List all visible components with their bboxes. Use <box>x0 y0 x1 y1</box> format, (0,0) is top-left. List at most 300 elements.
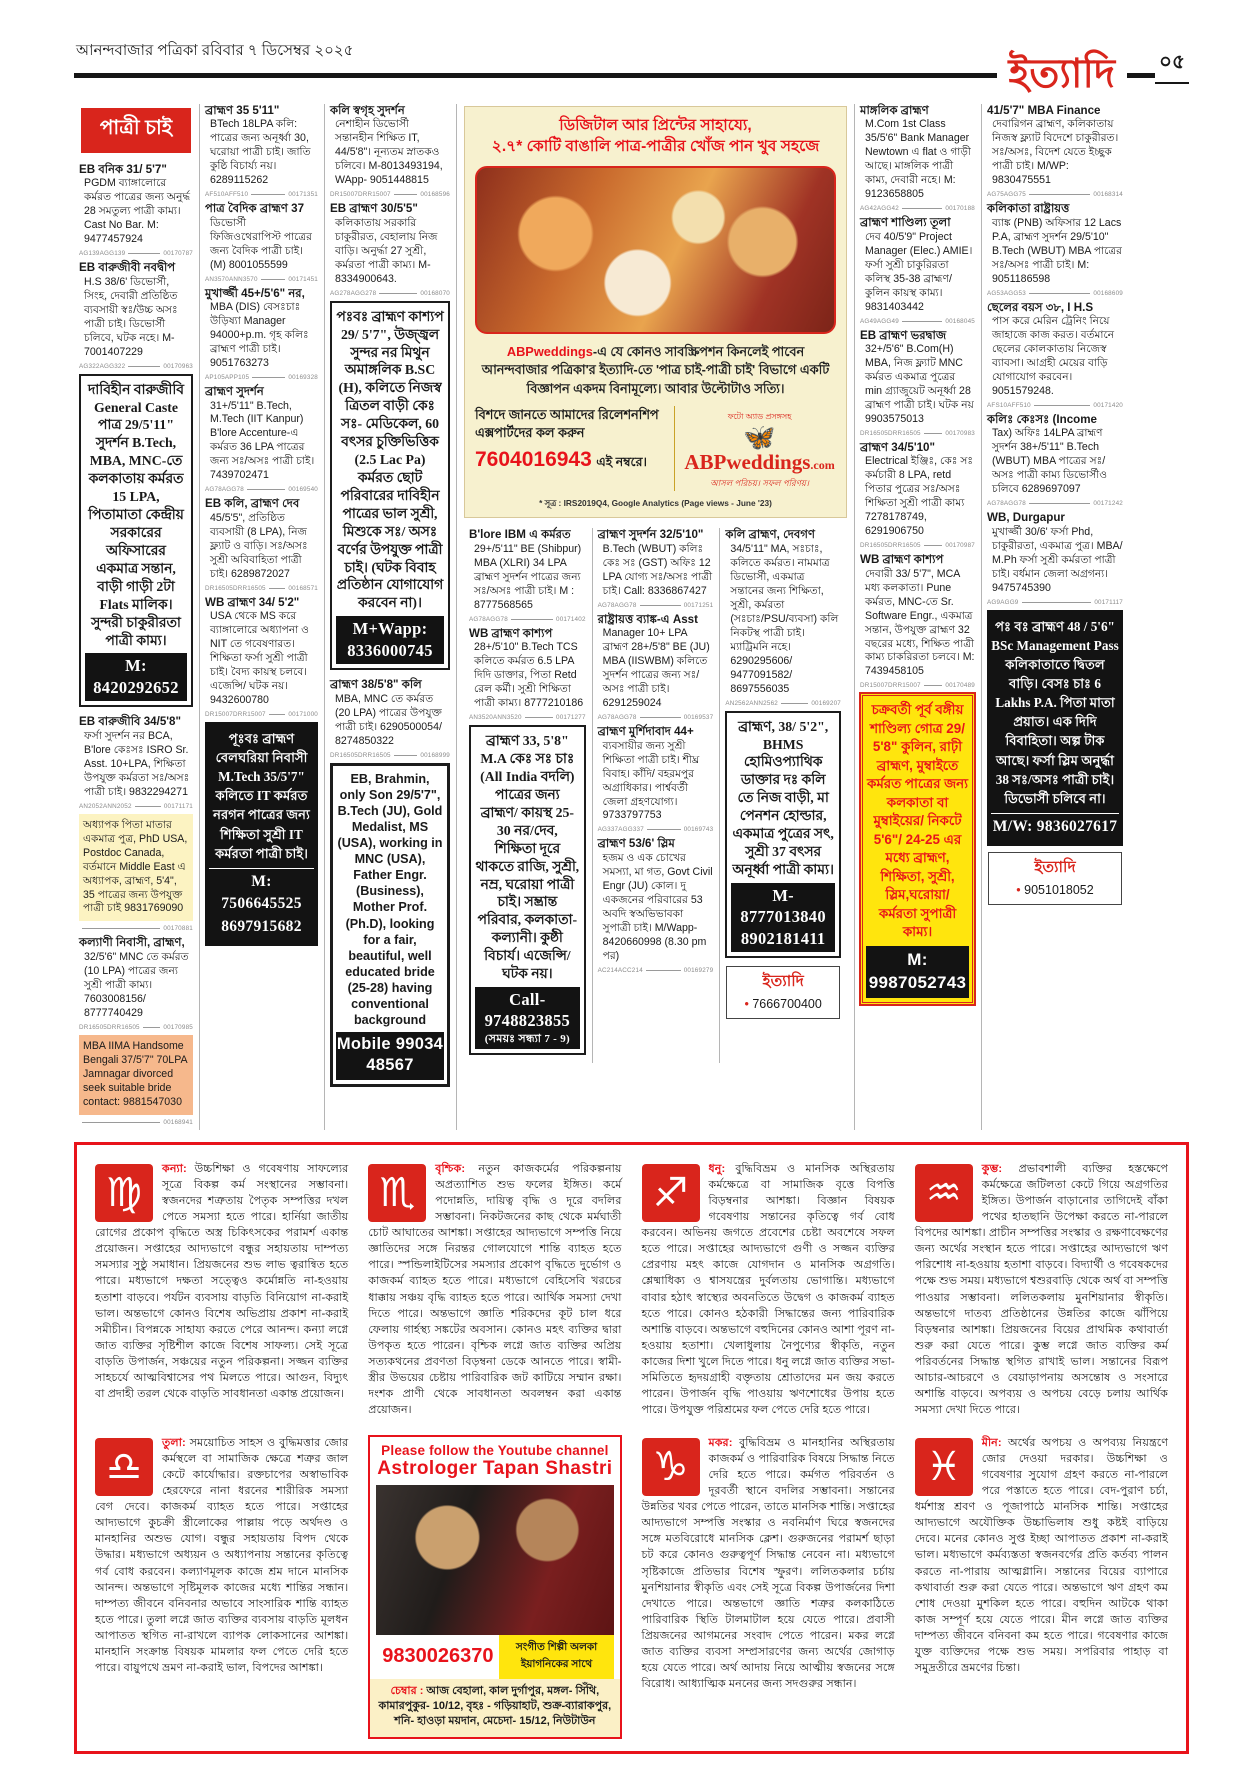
ad-footer-line <box>205 374 318 381</box>
ad-body: 29+/5'11" BE (Shibpur) MBA (XLRI) 34 LPA ব্রাহ্মণ সুদর্শন পাত্রের জন্য সঃ/অসঃ পাত্রী চাই। M : 8777568565 <box>474 542 582 611</box>
ad-body: পূঃবঃ ব্রাহ্মণ বেলঘরিয়া নিবাসী M.Tech 35/5'7" কলিতে IT কর্মরত নরগন পাত্রের জন্য শিক্ষিতা সুশ্রী IT কর্মরতা পাত্রী চাই। <box>213 730 310 861</box>
ad-serial: 00169207 <box>811 699 841 707</box>
ad-code: AG139AGG139 <box>79 250 126 258</box>
chambers-list: আজ বেহালা, কাল দুর্গাপুর, মঙ্গল- সিঁথি, কামারপুকুর- 10/12, বৃহঃ - গড়িয়াহাট, শুক্র-ব্যারাকপুর, শনি- হাওড়া ময়দান, মেচেদা- 15/12, নিউটাউন <box>378 1684 612 1728</box>
middle-subcolumns <box>464 528 847 1063</box>
classified-ad <box>330 202 450 286</box>
ad-title: WB ব্রাহ্মণ কাশ্যপ <box>860 553 944 567</box>
ad-body: হজম ও এক চোখের সমস্যা, মা গত, Govt Civil Engr (JU) কোল। দু একজনের পরিবারের 53 অবদি স্বঅভিভাবকা সুপাত্রী চাই। M/Wapp- 8420660998 (8.30 pm পর) <box>602 851 713 962</box>
ad-footer-rule <box>902 321 942 322</box>
abp-phone-line <box>475 448 666 474</box>
abp-logo-block <box>674 406 836 491</box>
ad-serial: 00169743 <box>683 826 714 834</box>
astrologer-ad[interactable] <box>368 1435 621 1739</box>
ad-body: দেবারী 33/ 5'7", MCA মধ্য কলকাতা। Pune কর্মরত, MNC-তে Sr. Software Engr., একমাত্র সন্তান, উপযুক্ত ব্রাহ্মণ 32 বছরের মধ্যে, শিক্ষিত পাত্রী কাম্য চাকরিরতা চলবে। M: 7439458105 <box>865 567 975 678</box>
classified-ad <box>79 1035 193 1115</box>
ad-serial: 00168314 <box>1093 191 1123 199</box>
ad-title: মুখার্জ্জী 45+/5'6" নর, <box>205 286 305 300</box>
ad-footer-rule <box>647 829 681 830</box>
ad-footer-rule <box>1034 405 1091 406</box>
ad-body: দাবিহীন বারুজীবি General Caste পাত্র 29/5'11" সুদর্শন B.Tech, MBA, MNC-তে কলকাতায় কর্মরত 15 LPA, পিতামাতা কেন্দ্রীয় সরকারের অফিসারের একমাত্র সন্তান, বাড়ী গাড়ী 2টা Flats মালিক। সুন্দরী চাকুরীরতা পাত্রী কাম্য। <box>88 381 184 648</box>
ad-body: ডিভোর্সী ফিজিওথেরাপিস্ট পাত্রের জন্য বৈদিক পাত্রী চাই। (M) 8001055599 <box>210 216 313 271</box>
ad-footer-line <box>330 752 450 759</box>
ad-serial: 00168571 <box>288 584 318 592</box>
ad-body: PGDM ব্যাঙ্গালোরে কর্মরত পাত্রের জন্য অনুর্দ্ধ 28 সমতুল্য পাত্রী কাম্য। Cast No Bar. M: 9477457924 <box>84 177 191 246</box>
horoscope-text: নতুন কাজকর্মের পরিকল্পনায় অপ্রত্যাশিত শুভ ফলের ইঙ্গিত। কর্মে পদোন্নতি, দায়িত্ব বৃদ্ধি ও দূরে বদলির সম্ভাবনা। নিকটজনের কাছ থেকে মর্মঘাতী চোট আঘাতের আশঙ্কা। সপ্তাহের আদ্যভাগে সম্পত্তি নিয়ে জ্ঞাতিদের সঙ্গে নিরন্তর গোলযোগে শান্তি ব্যাহত হতে পারে। স্পন্ডিলাইটিসের সমস্যার প্রকোপ বৃদ্ধিতে দুর্ভোগ ও কাজকর্ম ব্যাহত হতে পারে। মধ্যভাগে বেহিসেবি খরচের ধাক্কায় সঞ্চয় বৃদ্ধি ব্যাহত হতে পারে। আর্থিক সমস্যা দেখা দিতে পারে। অন্তভাগে জ্ঞাতি শরিকদের কূট চাল ধরে ফেলায় গার্হস্থ্য সঙ্কটের অবসান। কোনও মহৎ ব্যক্তির দ্বারা উপকৃত হতে পারেন। বৃশ্চিক লগ্নে জাত ব্যক্তির অপ্রিয় সত্যকথনের প্রবণতা বিড়ম্বনা ডেকে আনতে পারে। স্বামী-স্ত্রীর উভয়ের চেষ্টায় পারিবারিক জট কাটিয়ে সম্মান রক্ষা। দংশক প্রাণী থেকে সাবধানতা অবলম্বন করা একান্ত প্রয়োজন। <box>368 1162 622 1417</box>
horoscope-section <box>74 1142 1189 1754</box>
classified-ad <box>725 528 841 696</box>
middle-column-group <box>456 104 854 1130</box>
ad-footer-line <box>987 599 1123 606</box>
zodiac-sign-name: কন্যা: <box>162 1162 195 1175</box>
ad-serial: 00171171 <box>163 802 193 810</box>
ad-footer-line <box>469 616 586 623</box>
ad-title: EB ব্রাহ্মণ ভরদ্বাজ <box>860 328 947 342</box>
ad-footer-line <box>860 682 975 689</box>
ad-body: Electrical ইঞ্জিঃ, কেঃ সঃ কর্মচারী 8 LPA, retd পিতার পুত্রের সঃ/অসঃ শিক্ষিতা সুশ্রী পাত্রী কাম্য 7278178749, 6291906750 <box>865 455 973 538</box>
ad-body: MBA, MNC তে কর্মরত (20 LPA) পাত্রের উপযুক্ত পাত্রী চাই। 6290500054/ 8274850322 <box>335 692 442 747</box>
ad-serial: 00170983 <box>945 429 975 437</box>
virgo-icon: ♍ <box>95 1164 153 1222</box>
ad-serial: 00168596 <box>420 191 450 199</box>
ad-phone-time: (সময়ঃ সন্ধ্যা 7 - 9) <box>484 1032 570 1045</box>
classified-ad <box>330 104 450 188</box>
horoscope-capricorn <box>642 1435 895 1739</box>
abp-source-footnote: * সূত্র : IRS2019Q4, Google Analytics (Page views - June '23) <box>539 498 772 509</box>
ad-footer-line <box>205 191 318 198</box>
abp-cta-block <box>475 406 674 491</box>
classified-ad <box>469 725 586 1055</box>
ad-serial: 00170987 <box>945 542 975 550</box>
ad-serial: 00171451 <box>288 275 318 283</box>
section-masthead: ইত্যাদি <box>997 54 1127 94</box>
ad-code: DR16505DRR16505 <box>205 584 266 592</box>
ad-body: মুখার্জ্জী 30/6' ফর্সা Phd, চাকুরীরতা, একমাত্র পুত্র। MBA/ M.Ph ফর্সা সুশ্রী কর্মরতা পাত্রী চাই। বর্ধমান জেলা অগ্রগন্য। 9475745390 <box>992 525 1123 594</box>
scorpio-icon: ♏ <box>368 1164 426 1222</box>
ad-title: EB কলি, ব্রাহ্মণ দেব <box>205 497 300 511</box>
ad-serial: 00170489 <box>945 682 975 690</box>
ad-title: কলিকাতা রাষ্ট্রায়ত্ত <box>987 202 1070 216</box>
classified-ad <box>598 837 714 963</box>
ad-footer-line <box>469 714 586 721</box>
ad-footer-line <box>860 205 975 212</box>
ad-serial: 00171000 <box>288 710 318 718</box>
pisces-icon: ♓ <box>915 1438 973 1496</box>
ityadi-box-phone[interactable]: • 7666700400 <box>729 996 837 1013</box>
ad-title: WB, Durgapur <box>987 511 1065 525</box>
ad-footer-rule <box>781 703 808 704</box>
abp-photo-note: ফটো অ্যাড প্রসঙ্গসহ <box>727 412 792 422</box>
ad-body: M.Com 1st Class 35/5'6" Bank Manager Newtown এ flat ও গাড়ী আছে। মাঙ্গলিক পাত্রী কাম্য, দেবারী নহে। M: 9123658805 <box>865 118 971 201</box>
ad-code: AP105APP105 <box>205 374 250 382</box>
abp-logo-text: ABPweddings <box>684 450 811 475</box>
ad-code: AG322AGG322 <box>79 362 126 370</box>
astrologer-ad-line1: Please follow the Youtube channel <box>381 1442 609 1458</box>
ad-footer-rule <box>252 377 285 378</box>
horoscope-aquarius <box>915 1161 1168 1419</box>
classified-ad <box>860 441 975 539</box>
page-number: ০৫ <box>1155 47 1189 84</box>
ad-title: ব্রাহ্মণ 34/5'10" <box>860 440 935 454</box>
ad-title: 41/5'7" MBA Finance <box>987 104 1101 117</box>
ad-code: AN2052ANN2052 <box>79 802 132 810</box>
ad-code: AG75AGG75 <box>987 191 1026 199</box>
ad-serial: 00168045 <box>945 317 975 325</box>
classified-column-3 <box>324 104 456 1130</box>
ad-body: Tax) অফিঃ 14LPA ব্রাহ্মণ সুদর্শন 38+/5'11" B.Tech (WBUT) MBA পাত্রের সঃ/অসঃ পাত্রী কাম্য ডিভোর্সীও চলিবে 6289697097 <box>992 427 1108 496</box>
ad-footer-rule <box>640 717 681 718</box>
ad-title: ব্রাহ্মণ শাণ্ডিল্য তূলা <box>860 216 951 230</box>
ad-footer-line <box>205 711 318 718</box>
ad-title: রাষ্ট্রায়ত্ত ব্যাঙ্ক-এ Asst <box>597 612 698 626</box>
ad-phone-bar[interactable]: M: 8420292652 <box>85 653 187 701</box>
classified-ad <box>988 852 1122 905</box>
ad-serial: 00170787 <box>163 250 193 258</box>
classified-ad <box>598 725 714 823</box>
ad-code: DR15007DRR15007 <box>205 710 266 718</box>
ad-body: EB, Brahmin, only Son 29/5'7", B.Tech (JU), Gold Medalist, MS (USA), working in MNC (USA), Father Engr. (Business), Mother Prof. (Ph.D), looking for a fair, beautiful, well educated bride (25-28) having conventional background <box>337 771 443 1028</box>
ad-body: Manager 10+ LPA ব্রাহ্মণ 28+/5'8" BE (JU) MBA (IISWBM) কলিতে সুদর্শন পাত্রের জন্য সঃ/অসঃ পাত্রী চাই। 6291259024 <box>602 627 710 710</box>
ad-serial: 00170963 <box>163 362 193 370</box>
abp-body-rest: -এ যে কোনও সাবস্ক্রিপশন কিনলেই পাবেন আনন্দবাজার পত্রিকা'র ইত্যাদি-তে 'পাত্র চাই-পাত্রী চাই' বিভাগে একটি বিজ্ঞাপন একদম বিনামূল্যে। আবার উল্টোটাও সত্যি। <box>481 343 830 396</box>
ad-serial: 00169540 <box>288 486 318 494</box>
ad-serial: 00171251 <box>683 601 714 609</box>
ad-title: ছেলের বয়স ৩৮, I H.S <box>987 300 1094 314</box>
horoscope-text: বুদ্ধিবিভ্রম ও মানহানির অস্থিরতায় কাজকর্ম ও পারিবারিক বিষয়ে সিদ্ধান্ত নিতে দেরি হতে পারে। কর্মগত পরিবর্তন ও দূরবর্তী স্থানে বদলির সম্ভাবনা। সন্তানের উন্নতির খবর পেতে পারেন, তাতে মানসিক শান্তি। সপ্তাহের আদ্যভাগে সম্পত্তি সংস্কার ও নবনির্মাণ ঘিরে স্বজনদের সঙ্গে মতবিরোধে মানসিক ক্লেশ। গুরুজনের পরামর্শ ছাড়া চট করে কোনও গুরুত্বপূর্ণ সিদ্ধান্ত নেবেন না। মধ্যভাগে সৃষ্টিকাজে প্রতিভার বিশেষ স্ফুরণ। ললিতকলার চর্চায় মুনশিয়ানার স্বীকৃতি এবং সেই সূত্রে বিকল্প উপার্জনের দিশা দেখাতে পারে। অন্তভাগে জ্ঞাতি শত্রুর কলকাঠিতে পারিবারিক স্থিতি টালমাটাল হয়ে যেতে পারে। প্রবাসী প্রিয়জনের আগমনের সংবাদ পেতে পারেন। মকর লগ্নে জাত ব্যক্তির ব্যবসা সম্প্রসারণের জন্য অর্থের জোগাড় হয়ে যেতে পারে। অর্থ আদায় নিয়ে আত্মীয় স্বজনের সঙ্গে বিরোধ। আধ্যাত্মিক মননের জন্য সদগুরুর সন্ধান। <box>641 1436 895 1691</box>
classified-ad <box>79 163 193 247</box>
aquarius-icon: ♒ <box>915 1164 973 1222</box>
ad-footer-line <box>860 430 975 437</box>
classified-column-8 <box>981 104 1129 1130</box>
horoscope-text: অর্থের অপচয় ও অপব্যয় নিয়ন্ত্রণে জোর দেওয়া দরকার। উচ্চশিক্ষা ও গবেষণার সুযোগ গ্রহণ করতে না-পারলে পরে পস্তাতে হতে পারে। বেদ-পুরাণ চর্চা, ধর্মশাস্ত্র শ্রবণ ও পূজাপাঠে মানসিক শান্তি। সপ্তাহের আদ্যভাগে অযৌক্তিক উচ্চাভিলাষ শুধু কষ্টই বাড়িয়ে দেবে। মনের কোনও সুপ্ত ইচ্ছা আপাতত প্রকাশ না-করাই ভাল। মধ্যভাগে কর্মব্যস্ততা স্বজনবর্গের প্রতি কর্তব্য পালন করতে না-পারায় আত্মগ্লানি। সন্তানের বিয়ের ব্যাপারে কথাবার্তা শুরু করা যেতে পারে। অন্তভাগে ঋণ গ্রহণ কম শোধ দেওয়া মুশকিল হতে পারে। বহুদিন আটকে থাকা কাজ সম্পূর্ণ হয়ে যেতে পারে। মীন লগ্নে জাত ব্যক্তির দাম্পত্য জীবনে বনিবনা কম হতে পারে। গবেষণার কাজে যুক্ত ব্যক্তিদের পক্ষে শুভ সময়। সপরিবার পাহাড় বা সমুদ্রতীরে ভ্রমণের চিন্তা। <box>914 1436 1168 1675</box>
ad-code: AG278AGG278 <box>330 289 377 297</box>
classified-ad <box>79 715 193 799</box>
ad-footer-line <box>598 967 714 974</box>
ad-title: কলি স্বগৃহ সুদর্শন <box>330 104 405 117</box>
ad-footer-line <box>330 290 450 297</box>
horoscope-scorpio <box>368 1161 621 1419</box>
ad-title: WB ব্রাহ্মণ কাশ্যপ <box>469 626 553 640</box>
ad-code: AN3570ANN3570 <box>205 275 258 283</box>
ad-serial: 00170881 <box>163 925 193 933</box>
classified-ad <box>205 596 318 708</box>
horoscope-text: বুদ্ধিবিভ্রম ও মানসিক অস্থিরতায় কর্মক্ষেত্রে বা সামাজিক বৃত্তে বিপত্তি বিড়ম্বনার আশঙ্কা। বিজ্ঞান বিষয়ক গবেষণায় সন্তানের কৃতিত্বে গর্ব বোধ করবেন। অভিনয় জগতে প্রবেশের চেষ্টা অবশেষে সফল হতে পারে। সপ্তাহের আদ্যভাগে গুণী ও সজ্জন ব্যক্তির প্রেরণায় মহৎ কাজে যোগদান ও মানসিক অগ্রগতি। শ্লেষ্মাধিক্য ও শ্বাসযন্ত্রের দুর্বলতায় ভোগান্তি। মধ্যভাগে বাবার হঠাৎ স্বাস্থ্যের অবনতিতে উদ্বেগ ও কাজকর্ম ব্যাহত হতে পারে। কোনও হঠকারী সিদ্ধান্তের জন্য পারিবারিক অশান্তি বাড়বে। অন্তভাগে বহুদিনের কোনও আশা পূরণ না-হওয়ায় হতাশা। খেলাধুলায় নৈপুণ্যের স্বীকৃতি, নতুন কাজের দিশা খুলে দিতে পারে। ধনু লগ্নে জাত ব্যক্তির সভা-সমিতিতে হৃদয়গ্রাহী বক্তৃতায় শ্রোতাদের মন জয় করতে পারেন। উপার্জন বৃদ্ধি পাওয়ায় ঋণশোধের উপায় হতে পারে। উপযুক্ত পরিশ্রমের ফল পেতে দেরি হতে পারে। <box>641 1162 895 1417</box>
ad-code: AC214ACC214 <box>597 966 643 974</box>
zodiac-sign-name: মকর: <box>708 1436 740 1449</box>
ityadi-box-phone[interactable]: • 9051018052 <box>991 882 1119 899</box>
abp-phone-number[interactable]: 7604016943 <box>475 448 592 472</box>
ad-code: AG53AGG53 <box>987 289 1026 297</box>
ad-footer-line <box>79 363 193 370</box>
ad-footer-line <box>987 402 1123 409</box>
ad-code: AG49AGG49 <box>860 317 899 325</box>
ad-phone-bar[interactable]: M: 7506645525 8697915682 <box>209 868 314 941</box>
horoscope-text: প্রভাবশালী ব্যক্তির হস্তক্ষেপে কর্মক্ষেত্রে জটিলতা কেটে গিয়ে অগ্রগতির ইঙ্গিত। উপার্জন বাড়ানোর তাগিদেই বাঁকা পথের হাতছানি উপেক্ষা করতে না-পারলে বিপদের আশঙ্কা। প্রাচীন সম্পত্তির সংস্কার ও রক্ষণাবেক্ষণের জন্য অর্থের সংস্থান হতে পারে। সপ্তাহের আদ্যভাগে ঋণ পরিশোধ না-হওয়ায় হতাশা বাড়বে। বিদ্যার্থী ও গবেষকদের পক্ষে শুভ সময়। মধ্যভাগে শ্বশুরবাড়ি থেকে অর্থ বা সম্পত্তি পাওয়ার সম্ভাবনা। ললিতকলায় মুনশিয়ানার স্বীকৃতি। অন্তভাগে দাতব্য প্রতিষ্ঠানের উন্নতির কাজে ঝাঁপিয়ে বিড়ম্বনার আশঙ্কা। প্রিয়জনের বিয়ের প্রাথমিক কথাবার্তা শুরু করা যেতে পারে। কুম্ভ লগ্নে জাত ব্যক্তির কর্ম পরিবর্তনের সিদ্ধান্ত স্থগিত রাখাই ভাল। সন্তানের বিরূপ আচার-আচরণে ও বেয়াড়াপনায় অসন্তোষ ও সংসারে অশান্তি বাড়বে। অপব্যয় ও অপচয় বেড়ে চলায় আর্থিক সমস্যা দেখা দিতে পারে। <box>914 1162 1168 1417</box>
ad-body: 34/5'11" MA, সঃচাঃ, কলিতে কর্মরত। নামমাত্র ডিভোর্সী, একমাত্র সন্তানের জন্য শিক্ষিতা, সুশ্রী, কর্মরতা (সঃচাঃ/PSU/ব্যবসা) কলি নিকটস্থ পাত্রী চাই। ম্যাট্রিমনি নহে। 6290295606/ 9477091582/ 8697556035 <box>730 542 839 695</box>
ad-body: 31+/5'11" B.Tech, M.Tech (IIT Kanpur) B'lore Accenture-এ কর্মরত 36 LPA পাত্রের জন্য সঃ/অসঃ পাত্রী চাই। 7439702471 <box>210 399 315 482</box>
ad-title: কলি ব্রাহ্মণ, দেবগণ <box>725 528 815 542</box>
ad-serial: 00169328 <box>288 374 318 382</box>
classified-ad <box>987 413 1123 497</box>
ad-code: AG78AGG78 <box>469 615 508 623</box>
ad-footer-line <box>205 276 318 283</box>
ad-code: DR16505DRR16505 <box>860 429 921 437</box>
ad-code: DR15007DRR15007 <box>330 191 391 199</box>
libra-icon: ♎ <box>95 1438 153 1496</box>
abp-phone-suffix: এই নম্বরে। <box>596 455 647 470</box>
ad-serial: 00170985 <box>163 1023 193 1031</box>
ad-code: AG78AGG78 <box>987 500 1026 508</box>
classified-ad <box>79 814 193 922</box>
ad-body: ফর্সা সুদর্শন নর BCA, B'lore কেঃসঃ ISRO Sr. Asst. 10+LPA, শিক্ষিতা উপযুক্ত কর্মরতা সঃ/অসঃ পাত্রী চাই। 9832294271 <box>84 729 190 798</box>
ad-body: পঃবঃ ব্রাহ্মণ কাশ্যপ 29/ 5'7", উজ্জ্বল সুন্দর নর মিথুন অমাঙ্গলিক B.SC (H), কলিতে নিজস্ব ত্রিতল বাড়ী কেঃ সঃ- মেডিকেল, 60 বৎসর চুক্তিভিত্তিক (2.5 Lac Pa) কর্মরত ছোট পরিবারের দাবিহীন পাত্রের ভাল সুশ্রী, মিশুকে সঃ/ অসঃ বর্ণের উপযুক্ত পাত্রী চাই। (ঘটক বিবাহ প্রতিষ্ঠান যোগাযোগ করবেন না)। <box>336 308 444 611</box>
classified-ad <box>725 711 841 959</box>
ad-body: কলিকাতায় সরকারি চাকুরীরত, বেহালায় নিজ বাড়ি। অনুর্দ্ধা 27 সুশ্রী, কর্মরতা পাত্রী কাম্য। M- 8334900643. <box>335 216 438 285</box>
zodiac-sign-name: তুলা: <box>162 1436 190 1449</box>
ad-body: ব্রাহ্মণ, 38/ 5'2", BHMS হোমিওপ্যাথিক ডাক্তার দঃ কলি তে নিজ বাড়ী, মা পেনশন হোল্ডার, একমাত্র পুত্রের সৎ, সুশ্রী 37 বৎসর অনূর্ধ্বা পাত্রী কাম্য। <box>732 718 834 877</box>
ityadi-box-label: ইত্যাদি <box>762 973 804 991</box>
astrologer-name: Astrologer Tapan Shastri <box>377 1457 613 1479</box>
ad-body: পঃ বঃ ব্রাহ্মণ 48 / 5'6" BSc Management Pass কলিকাতাতে দ্বিতল বাড়ি। বেসঃ চাঃ 6 Lakhs P.A. পিতা মাতা প্রয়াত। এক দিদি বিবাহিতা। অল্প টাক আছে। ফর্সা স্লিম অনুর্দ্ধা 38 সঃ/অসঃ পাত্রী চাই। ডিভোর্সী চলিবে না। <box>991 618 1119 806</box>
classified-ad <box>987 610 1123 847</box>
ad-title: ব্রাহ্মণ 53/6' স্লিম <box>597 837 675 851</box>
abp-logo-suffix: .com <box>810 458 835 473</box>
ad-serial: 00171117 <box>1094 598 1123 606</box>
classified-ad <box>987 301 1123 399</box>
ad-title: ব্রাহ্মণ 35 5'11" <box>205 104 280 117</box>
classified-ad <box>205 287 318 371</box>
ad-body: ব্যবসায়ীর জন্য সুশ্রী শিক্ষিতা পাত্রী চাই। শীঘ্র বিবাহ। কাঁদি/ বহরমপুর অগ্রাধিকার। পার্শ্ববর্তী জেলা গ্রহণযোগ্য। 9733797753 <box>602 739 700 822</box>
ad-title: ব্রাহ্মণ সুদর্শন 32/5'10" <box>597 528 704 542</box>
ad-footer-line <box>598 714 714 721</box>
ad-title: ব্রাহ্মণ 38/5'8" কলি <box>330 678 422 692</box>
ad-body: H.S 38/6' ডিভোর্সী, সিংহ, দেবারী প্রতিষ্ঠিত ব্যবসায়ী স্বঃ/উচ্চ অসঃ পাত্রী চাই। ডিভোর্সী চলিবে, ঘটক নহে। M-7001407229 <box>84 275 178 358</box>
ad-code: AG42AGG42 <box>860 205 899 213</box>
classified-column-7 <box>854 104 981 1130</box>
abp-headline-line1: ডিজিটাল আর প্রিন্টের সাহায্যে, <box>559 117 752 134</box>
ad-body: পাস করে মেরিন ট্রেনিং নিয়ে জাহাজে কাজ করত। বর্তমানে ছেলের কোলকাতায় নিজেস্ব ব্যাবসা। আগ্রহী মেয়ের বাড়ি যোগাযোগ করবেন। 9051579248. <box>992 315 1115 397</box>
paper-date-line: আনন্দবাজার পত্রিকা রবিবার ৭ ডিসেম্বর ২০২৫ <box>76 42 354 59</box>
classified-ad <box>469 528 586 612</box>
classified-ad <box>330 301 450 671</box>
ad-title: EB বনিক 31/ 5'7" <box>79 163 167 176</box>
wedding-photo <box>475 166 836 334</box>
ad-footer-rule <box>1029 194 1090 195</box>
abp-headline-line2: ২.৭* কোটি বাঙালি পাত্র-পাত্রীর খোঁজ পান খুব সহজে <box>491 137 820 155</box>
ad-phone-bar[interactable]: M/W: 9836027617 <box>991 813 1119 841</box>
ad-footer-line <box>79 250 193 257</box>
ad-footer-line <box>860 542 975 549</box>
ad-code: AF510AFF510 <box>205 191 249 199</box>
classified-ad <box>330 763 450 1087</box>
ad-serial: 00171402 <box>556 615 586 623</box>
ad-footer-line <box>598 602 714 609</box>
classified-column-6 <box>719 528 847 1063</box>
ad-code: DR16505DRR16505 <box>860 542 921 550</box>
classified-ad <box>469 627 586 711</box>
ad-code: AN2562ANN2562 <box>725 699 778 707</box>
ad-footer-rule <box>924 433 943 434</box>
ityadi-box-label: ইত্যাদি <box>1034 859 1076 877</box>
ad-body: USA থেকে MS করে ব্যাঙ্গালোরে অধ্যাপনা ও NIT তে গবেষণারত। শিক্ষিতা ফর্সা সুশ্রী পাত্রী চাই। বৈদ্য কায়স্থ চলবে। এজেন্সি/ ঘটক নয়। 9432600780 <box>210 610 309 706</box>
abp-weddings-ad[interactable] <box>464 106 847 518</box>
ad-footer-rule <box>128 366 160 367</box>
ad-title: ব্রাহ্মণ সুদর্শন <box>205 385 264 399</box>
ad-serial: 00168070 <box>420 289 450 297</box>
page-header <box>74 30 1189 96</box>
ad-footer-rule <box>247 489 285 490</box>
ad-code: AN3520ANN3520 <box>469 714 522 722</box>
ad-footer-rule <box>1029 503 1090 504</box>
chambers-label: চেম্বার : <box>390 1684 424 1697</box>
astrologer-chambers <box>370 1679 619 1737</box>
horoscope-virgo <box>95 1161 348 1419</box>
classified-ad <box>987 511 1123 595</box>
ad-footer-line <box>987 290 1123 297</box>
ad-body: অধ্যাপক পিতা মাতার একমাত্র পুত্র, PhD USA, Postdoc Canada, বর্তমানে Middle East এ অধ্যাপক, ব্রাহ্মণ, 5'4", 35 পাত্রের জন্য উপযুক্ত পাত্রী চাই 9831769090 <box>83 818 188 915</box>
classified-ad <box>205 202 318 272</box>
abp-weddings-logo <box>683 450 836 475</box>
ad-body: 45/5'5", প্রতিষ্ঠিত ব্যবসায়ী (8 LPA), নিজ ফ্ল্যাট ও বাড়ি। সঃ/অসঃ সুশ্রী অবিবাহিতা পাত্রী চাই। 6289872027 <box>210 511 308 580</box>
ad-code: DR15007DRR15007 <box>860 682 921 690</box>
ad-body: নেশাহীন ডিভোর্সী সন্তানহীন শিক্ষিত IT, 44/5'8"। নূন্যতম স্নাতকও চলিবে। M-8013493194, WApp- 9051448815 <box>335 118 443 187</box>
ad-footer-rule <box>525 717 553 718</box>
ad-serial: 00171420 <box>1093 401 1123 409</box>
ad-footer-rule <box>379 293 417 294</box>
astrologer-photo-caption: সংগীত শিল্পী অলকা ইয়াগনিকের সাথে <box>499 1635 613 1679</box>
capricorn-icon: ♑ <box>642 1438 700 1496</box>
ad-footer-rule <box>269 714 286 715</box>
classified-ad <box>205 104 318 188</box>
ad-title: EB বারুজীবী নবদ্বীপ <box>79 261 176 275</box>
ad-serial: 00168999 <box>420 751 450 759</box>
ad-footer-rule <box>394 194 418 195</box>
section-label-patri-chai: পাত্রী চাই <box>81 108 191 153</box>
ad-footer-line <box>79 1024 193 1031</box>
ad-footer-rule <box>261 279 286 280</box>
ad-footer-rule <box>924 685 943 686</box>
classified-column-1 <box>74 104 199 1130</box>
horoscope-sagittarius <box>642 1161 895 1419</box>
ad-footer-line <box>987 191 1123 198</box>
ad-serial: 00171242 <box>1093 500 1123 508</box>
classified-ad <box>330 678 450 748</box>
ad-footer-rule <box>135 806 161 807</box>
abp-brand-name: ABPweddings <box>506 343 593 359</box>
ad-title: কলিঃ কেঃসঃ (Income <box>987 412 1097 426</box>
ad-footer-rule <box>646 970 681 971</box>
ad-title: WB ব্রাহ্মণ 34/ 5'2" <box>205 595 300 609</box>
ad-footer-rule <box>640 605 681 606</box>
ad-serial: 00168609 <box>1093 289 1123 297</box>
classified-ad <box>860 553 975 679</box>
classified-ad <box>987 202 1123 286</box>
ad-phone-bar[interactable]: M: 9987052743 <box>866 946 969 998</box>
classified-ad <box>598 528 714 598</box>
sagittarius-icon: ♐ <box>642 1164 700 1222</box>
ad-footer-rule <box>82 928 160 929</box>
ad-title: ব্রাহ্মণ মুর্শিদাবাদ 44+ <box>597 725 694 739</box>
ad-code: AG78AGG78 <box>205 486 244 494</box>
ad-body: চক্রবর্তী পূর্ব বঙ্গীয় শাণ্ডিল্য গোত্র 29/ 5'8" কুলিন, রাঢ়ী ব্রাহ্মণ, মুম্বাইতে কর্মরত পাত্রের জন্য কলকাতা বা মুম্বাইয়ের/ নিকটে 5'6"/ 24-25 এর মধ্যে ব্রাহ্মণ, শিক্ষিতা, সুশ্রী, স্লিম,ঘরোয়া/ কর্মরতা সুপাত্রী কাম্য। <box>866 702 969 940</box>
ad-footer-rule <box>511 619 553 620</box>
astrologer-phone-row <box>376 1635 613 1679</box>
ad-title: EB ব্রাহ্মণ 30/5'5" <box>330 202 418 216</box>
ad-footer-rule <box>128 253 160 254</box>
horoscope-text: উচ্চশিক্ষা ও গবেষণায় সাফল্যের সূত্রে বিকল্প কর্ম সংস্থানের সম্ভাবনা। স্বজনদের শত্রুতায় পৈতৃক সম্পত্তির দখল পেতে সমস্যা হতে পারে। হার্নিয়া জাতীয় রোগের প্রকোপ বৃদ্ধিতে অস্ত্র চিকিৎসকের পরামর্শ একান্ত প্রয়োজন। সপ্তাহের আদ্যভাগে বন্ধুর সহায়তায় দাম্পত্য সমস্যার সুষ্ঠু সমাধান। প্রিয়জনের শুভ লাভ ত্বরান্বিত হতে পারে। মধ্যভাগে দক্ষতা সত্ত্বেও কর্মোন্নতি না-হওয়ায় হতাশা বাড়বে। পর্যটন ব্যবসায় বাড়তি বিনিয়োগ না-করাই ভাল। অন্তভাগে কোনও বিশেষ অভিপ্রায় প্রকাশ না-করাই সমীচীন। বিপন্নকে সাহায্য করতে পেরে আনন্দ। কন্যা লগ্নে জাত ব্যক্তির সৃষ্টিশীল কাজে বিশেষ সাফল্য। সেই সূত্রে বাড়তি উপার্জন, সঞ্চয়ের নতুন পরিকল্পনা। সজ্জন ব্যক্তির সাহচর্যে আত্মবিশ্বাসের পথ মিলতে পারে। আগুন, বিদ্যুৎ বা প্রদাহী তরল থেকে বাড়তি সাবধানতা একান্ত প্রয়োজন। <box>95 1162 349 1401</box>
ad-body: 28+/5'10" B.Tech TCS কলিতে কর্মরত 6.5 LPA দিদি ডাক্তার, পিতা Retd রেল কর্মী। সুশ্রী শিক্ষিতা পাত্রী কাম্য। 8777210186 <box>474 641 584 710</box>
ad-title: B'lore IBM এ কর্মরত <box>469 528 571 542</box>
abp-headline <box>475 116 836 158</box>
ad-footer-rule <box>902 208 942 209</box>
ad-body: 32+/5'6" B.Com(H) MBA, নিজ ফ্ল্যাট MNC কর্মরত একমাত্র পুত্রের min গ্র্যাজুয়েট অনূর্ধ্বা 28 ব্রাহ্মণ পাত্রী চাই। ঘটক নয় 9903575013 <box>865 343 974 425</box>
classified-ad <box>860 693 975 1004</box>
classified-ad <box>205 497 318 581</box>
astrologer-phone-number[interactable]: 9830026370 <box>376 1643 499 1670</box>
classified-ad <box>860 104 975 202</box>
ad-serial: 00169279 <box>683 966 714 974</box>
ad-serial: 00171277 <box>556 714 586 722</box>
ad-code: AG78AGG78 <box>597 714 637 722</box>
abp-bottom-row <box>475 406 836 491</box>
ad-footer-rule <box>82 1122 160 1123</box>
ad-body: BTech 18LPA কলি: পাত্রের জন্য অনূর্ধ্বা 30, ঘরোয়া পাত্রী চাই। জাতি কুষ্ঠি বিচার্য্য নয়। 6289115262 <box>210 118 311 187</box>
horoscope-libra <box>95 1435 348 1739</box>
ad-title: মাঙ্গলিক ব্রাহ্মণ <box>860 104 929 117</box>
ad-footer-rule <box>251 194 285 195</box>
ad-body: 32/5'6" MNC তে কর্মরত (10 LPA) পাত্রের জন্য সুশ্রী পাত্রী কাম্য। 7603008156/ 8777740429 <box>84 950 189 1019</box>
classifieds-section <box>74 104 1189 1130</box>
ad-body: দেব 40/5'9" Project Manager (Elec.) AMIE। ফর্সা সুশ্রী চাকুরিরতা কলিস্থ 35-38 ব্রাহ্মণ/কুলিন কায়স্থ কাম্য। 9831403442 <box>865 230 973 313</box>
ad-serial: 00171351 <box>288 191 318 199</box>
ad-footer-line <box>205 486 318 493</box>
classified-ad <box>598 613 714 711</box>
ad-phone-bar[interactable]: Mobile 99034 48567 <box>336 1032 444 1079</box>
ad-footer-line <box>725 700 841 707</box>
ad-title: EB বারুজীবি 34/5'8" <box>79 715 181 729</box>
ad-body: দেবারিগন ব্রাহ্মণ, কলিকাতায় নিজস্ব ফ্ল্যাট বিদেশে চাকুরীরত। সঃ/অসঃ, বিদেশ যেতে ইচ্ছুক পাত্রী চাই। M/WP: 9830475551 <box>992 118 1119 187</box>
ad-footer-rule <box>394 755 418 756</box>
ad-footer-rule <box>924 545 943 546</box>
ad-code: AG9AGG9 <box>987 598 1019 606</box>
butterfly-icon: 🦋 <box>743 422 776 453</box>
classified-ad <box>205 385 318 483</box>
zodiac-sign-name: ধনু: <box>708 1162 736 1175</box>
ad-title: পাত্র বৈদিক ব্রাহ্মণ 37 <box>205 202 305 216</box>
zodiac-sign-name: মীন: <box>981 1436 1008 1449</box>
ad-code: DR16505DRR16505 <box>79 1023 140 1031</box>
ad-body: ব্যাঙ্ক (PNB) অফিসার 12 Lacs P.A, ব্রাহ্মণ সুদর্শন 29/5'10" B.Tech (WBUT) MBA পাত্রের সঃ/অসঃ পাত্রী চাই। M: 9051186598 <box>992 216 1122 285</box>
ad-body: B.Tech (WBUT) কলিঃ কেঃ সঃ (GST) অফিঃ 12 LPA যোগ্য সঃ/অসঃ পাত্রী চাই। Call: 8336867427 <box>602 542 713 597</box>
ad-body: ব্রাহ্মণ 33, 5'8" M.A কেঃ সঃ চাঃ (All India বদলি) পাত্রের জন্য ব্রাহ্মণ/ কায়স্থ 25-30 নর/দেব, শিক্ষিতা দূরে থাকতে রাজি, সুশ্রী, নম্র, ঘরোয়া পাত্রী চাই। সম্ভ্রান্ত পরিবার, কলকাতা- কল্যানী। কুষ্ঠী বিচার্য। এজেন্সি/ঘটক নয়। <box>475 733 580 982</box>
abp-cta-text: বিশদে জানতে আমাদের রিলেশনশিপ এক্সপার্টদের কল করুন <box>475 407 659 441</box>
ad-body: MBA (DIS) বেসঃচাঃ উড়িষ্যা Manager 94000+p.m. গৃহ কলিঃ ব্রাহ্মণ পাত্রী চাই। 9051763273 <box>210 301 309 370</box>
ad-phone-bar[interactable]: M- 8777013840 8902181411 <box>731 883 835 952</box>
ad-phone-bar[interactable]: Call-9748823855 (সময়ঃ সন্ধ্যা 7 - 9) <box>475 987 580 1049</box>
ad-footer-line <box>987 500 1123 507</box>
horoscope-pisces <box>915 1435 1168 1739</box>
classified-ad <box>79 374 193 708</box>
classified-ad <box>987 104 1123 188</box>
ad-body: MBA IIMA Handsome Bengali 37/5'7" 70LPA Jamnagar divorced seek suitable bride contact: 9881547030 <box>83 1039 187 1108</box>
ad-code: AG78AGG78 <box>597 601 637 609</box>
ad-footer-line <box>330 191 450 198</box>
ad-serial: 00168941 <box>163 1118 193 1126</box>
ad-phone-bar[interactable]: M+Wapp: 8336000745 <box>336 616 444 664</box>
classified-ad <box>79 261 193 359</box>
classified-ad <box>726 966 840 1019</box>
classified-column-2 <box>199 104 324 1130</box>
